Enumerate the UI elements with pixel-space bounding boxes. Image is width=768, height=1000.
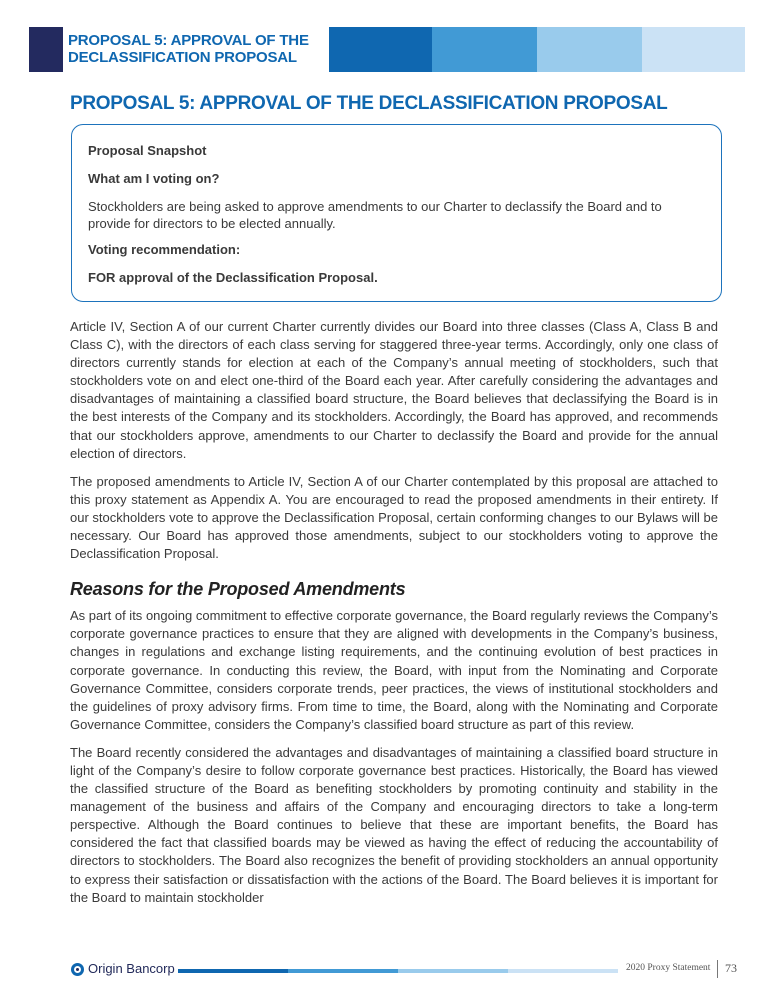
body-content: [70, 318, 718, 917]
header-section-title: PROPOSAL 5: APPROVAL OF THE DECLASSIFICATION PROPOSAL: [68, 32, 309, 66]
header-color-block-1: [329, 27, 432, 72]
page-footer: [0, 960, 768, 984]
snapshot-recommendation: FOR approval of the Declassification Proposal.: [88, 270, 378, 285]
footer-bar-segment-3: [398, 969, 508, 973]
header-color-block-3: [537, 27, 642, 72]
footer-statement: 2020 Proxy Statement: [626, 963, 711, 973]
header-color-block-2: [432, 27, 537, 72]
paragraph: The Board recently considered the advantages and disadvantages of maintaining a classified board structure in light of the Company’s desire to follow corporate governance best practices. Historically, the Board has viewed the classified structure of the Board as benefiting stockholders by promoting continuity and stability in the management of the business and affairs of the Company and encouraging directors to take a long-term perspective. Although the Board continues to believe that these are important benefits, the Board has considered the fact that classified boards may be viewed as having the effect of reducing the accountability of directors to stockholders. The Board also recognizes the benefit of providing stockholders an annual opportunity to express their satisfaction or dissatisfaction with the actions of the Board. The Board believes it is important for the Board to maintain stockholder: [70, 744, 718, 905]
header-navy-block: [29, 27, 63, 72]
header-band: [29, 27, 756, 72]
snapshot-recommendation-label: Voting recommendation:: [88, 242, 241, 257]
paragraph: The proposed amendments to Article IV, Section A of our Charter contemplated by this proposal are attached to this proxy statement as Appendix A. You are encouraged to read the proposed amendments in their entirety. If our stockholders vote to approve the Declassification Proposal, certain conforming changes to our Bylaws will be necessary. Our Board has approved those amendments, subject to our stockholders voting to approve the Declassification Proposal.: [70, 473, 718, 562]
proposal-snapshot-box: [71, 124, 722, 302]
header-color-block-4: [642, 27, 745, 72]
footer-divider: [717, 960, 718, 978]
snapshot-answer: Stockholders are being asked to approve amendments to our Charter to declassify the Board and to provide for directors to be elected annually.: [88, 199, 662, 231]
paragraph: As part of its ongoing commitment to effective corporate governance, the Board regularly reviews the Company’s corporate governance practices to ensure that they are aligned with developments in the Company’s business, changes in regulations and exchange listing requirements, and the continuing evolution of best practices in corporate governance. In conducting this review, the Board, with input from the Nominating and Corporate Governance Committee, considers corporate trends, peer practices, the views of institutional stockholders and the guidelines of proxy advisory firms. From time to time, the Board, along with the Nominating and Corporate Governance Committee, considers the Company’s classified board structure as part of this review.: [70, 608, 718, 732]
snapshot-heading: Proposal Snapshot: [88, 143, 207, 158]
page-number: 73: [725, 961, 737, 975]
footer-bar-segment-4: [508, 969, 618, 973]
section-heading: Reasons for the Proposed Amendments: [70, 579, 406, 600]
footer-bar-segment-2: [288, 969, 398, 973]
origin-bancorp-logo-icon: [71, 963, 84, 976]
snapshot-question: What am I voting on?: [88, 171, 220, 186]
paragraph: Article IV, Section A of our current Charter currently divides our Board into three classes (Class A, Class B and Class C), with the directors of each class serving for staggered three-year terms. Accordingly, only one class of directors currently stands for election at each of the Company’s annual meeting of stockholders, such that stockholders vote on and elect one-third of the Board each year. After carefully considering the advantages and disadvantages of maintaining a classified board structure, the Board believes that declassifying the Board is in the best interests of the Company and its stockholders. Accordingly, the Board has approved, and recommends that our stockholders approve, amendments to our Charter to declassify the Board and provide for the annual election of directors.: [70, 319, 718, 461]
company-name: Origin Bancorp: [88, 961, 175, 976]
footer-bar-segment-1: [178, 969, 288, 973]
page-title: PROPOSAL 5: APPROVAL OF THE DECLASSIFICATION PROPOSAL: [70, 93, 668, 114]
